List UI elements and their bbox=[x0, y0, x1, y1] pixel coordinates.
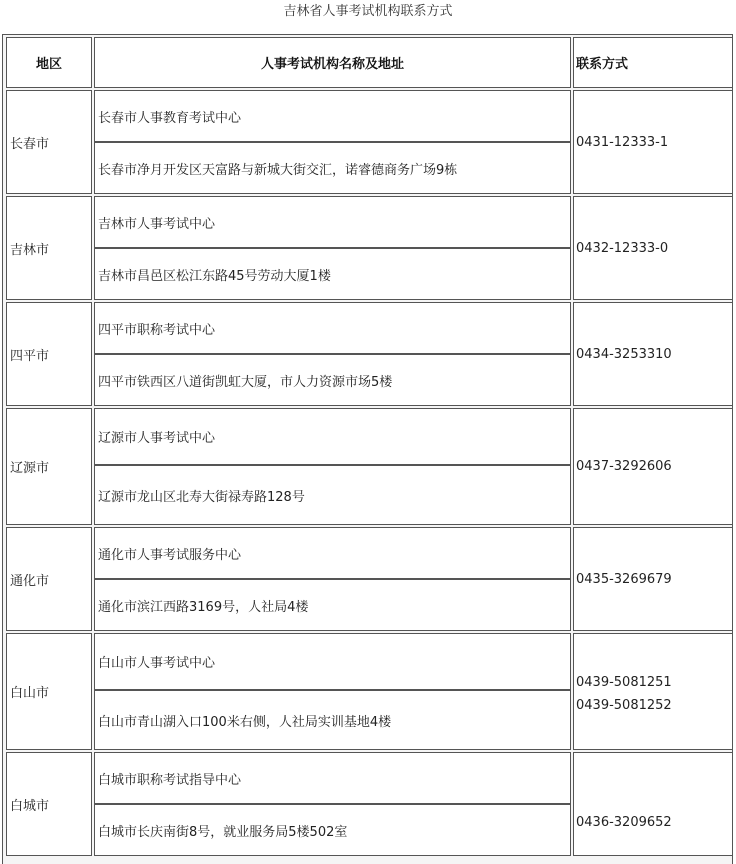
phone-cell bbox=[573, 527, 733, 631]
header-contact: 联系方式 bbox=[573, 37, 733, 88]
institution-address: 长春市净月开发区天富路与新城大街交汇，诺睿德商务广场9栋 bbox=[94, 142, 571, 194]
institution-address: 辽源市龙山区北寿大街禄寿路128号 bbox=[94, 465, 571, 525]
institution-name: 通化市人事考试服务中心 bbox=[94, 527, 571, 579]
institution-name: 吉林市人事考试中心 bbox=[94, 196, 571, 248]
region-cell: 白城市 bbox=[6, 752, 92, 856]
phone-number: 0435-3269679 bbox=[576, 571, 672, 587]
region-cell: 四平市 bbox=[6, 302, 92, 406]
phone-number: 0436-3209652 bbox=[576, 814, 672, 830]
phone-number: 0439-5081252 bbox=[576, 697, 672, 713]
header-institution: 人事考试机构名称及地址 bbox=[94, 37, 571, 88]
phone-number: 0431-12333-1 bbox=[576, 134, 669, 150]
phone-cell bbox=[573, 408, 733, 525]
region-cell: 吉林市 bbox=[6, 196, 92, 300]
institution-name: 辽源市人事考试中心 bbox=[94, 408, 571, 465]
institution-address: 通化市滨江西路3169号，人社局4楼 bbox=[94, 579, 571, 631]
phone-cell bbox=[573, 90, 733, 194]
phone-cell bbox=[573, 752, 733, 856]
region-cell: 白山市 bbox=[6, 633, 92, 750]
region-cell: 通化市 bbox=[6, 527, 92, 631]
phone-cell bbox=[573, 302, 733, 406]
region-cell: 辽源市 bbox=[6, 408, 92, 525]
phone-number: 0437-3292606 bbox=[576, 459, 672, 474]
institution-address: 白城市长庆南街8号，就业服务局5楼502室 bbox=[94, 804, 571, 856]
header-region: 地区 bbox=[6, 37, 92, 88]
phone-number: 0432-12333-0 bbox=[576, 240, 669, 256]
institution-address: 吉林市昌邑区松江东路45号劳动大厦1楼 bbox=[94, 248, 571, 300]
phone-number: 0434-3253310 bbox=[576, 346, 672, 362]
phone-cell bbox=[573, 633, 733, 750]
institution-address: 四平市铁西区八道街凯虹大厦，市人力资源市场5楼 bbox=[94, 354, 571, 406]
phone-cell bbox=[573, 196, 733, 300]
institution-name: 白城市职称考试指导中心 bbox=[94, 752, 571, 804]
page-title: 吉林省人事考试机构联系方式 bbox=[283, 4, 453, 19]
contact-table bbox=[2, 34, 733, 864]
institution-name: 长春市人事教育考试中心 bbox=[94, 90, 571, 142]
institution-address: 白山市青山湖入口100米右侧，人社局实训基地4楼 bbox=[94, 690, 571, 750]
institution-name: 白山市人事考试中心 bbox=[94, 633, 571, 690]
phone-number: 0439-5081251 bbox=[576, 674, 672, 690]
region-cell: 长春市 bbox=[6, 90, 92, 194]
institution-name: 四平市职称考试中心 bbox=[94, 302, 571, 354]
